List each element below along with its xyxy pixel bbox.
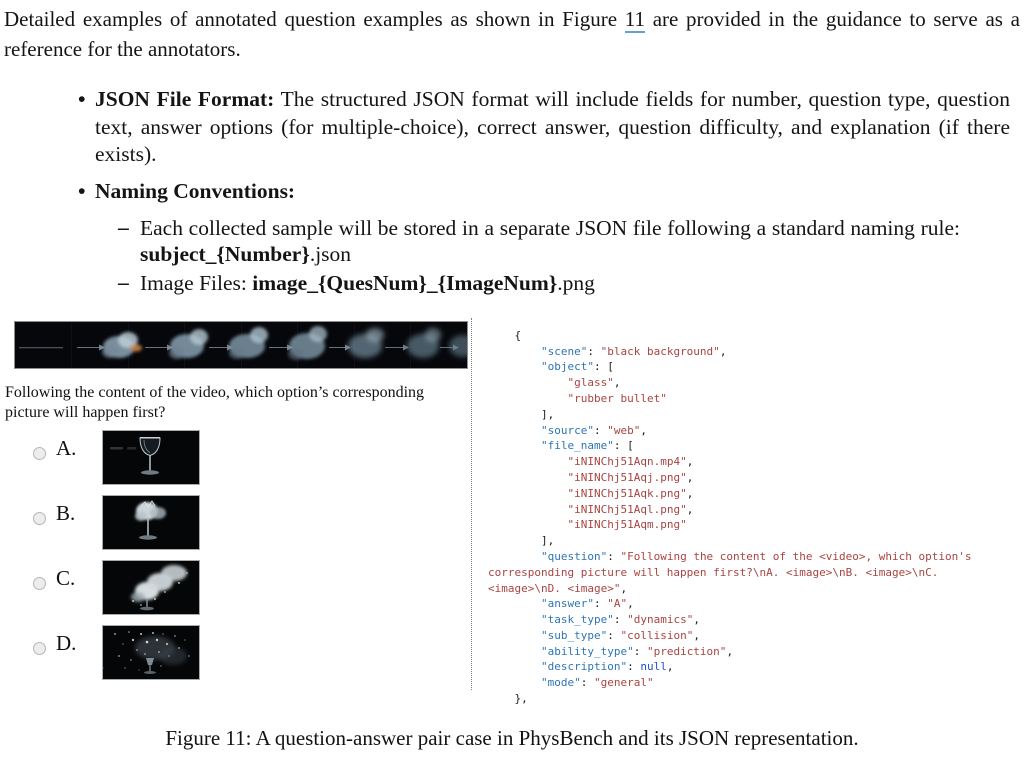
code-token: ,	[693, 628, 700, 642]
option-label-d: D.	[56, 630, 77, 655]
intro-paragraph	[4, 4, 1020, 64]
question-text: Following the content of the video, which option’s corresponding picture will happen first?	[5, 383, 425, 422]
code-token: "file_name"	[540, 439, 614, 453]
code-token: "ability_type"	[540, 644, 634, 658]
code-token: "sub_type"	[540, 628, 608, 642]
json-code-block	[488, 328, 1000, 707]
code-token	[488, 455, 567, 468]
code-token: :	[627, 660, 641, 674]
code-token: :	[593, 597, 608, 611]
code-token: "mode"	[540, 676, 581, 690]
code-token: ],	[488, 407, 555, 421]
code-token: "rubber bullet"	[567, 391, 667, 405]
option-a-image	[102, 430, 200, 485]
code-token: ,	[686, 455, 694, 469]
code-token: ,	[666, 660, 674, 674]
text-segment: Each collected sample will be stored in a separate JSON file following a standard naming rule:	[140, 216, 960, 241]
text-segment: subject_{Number}	[140, 242, 310, 267]
code-token	[488, 676, 541, 689]
figure-11-panel	[0, 320, 1024, 706]
dash-marker: –	[118, 215, 129, 240]
code-token: "black background"	[600, 344, 720, 358]
code-token	[488, 392, 567, 405]
code-token: ,	[726, 644, 734, 658]
code-token: "question"	[540, 549, 608, 563]
option-row-c	[0, 560, 240, 617]
code-token	[488, 613, 541, 626]
code-token	[488, 629, 541, 642]
bullet-text	[95, 87, 1010, 166]
option-row-a	[0, 430, 240, 487]
code-token	[488, 503, 567, 516]
option-label-c: C.	[56, 565, 76, 590]
code-token: "object"	[540, 360, 594, 374]
code-token	[488, 487, 567, 500]
code-token: "glass"	[567, 376, 614, 390]
code-token: "iNINChj51Aqm.png"	[567, 518, 687, 532]
radio-button-a[interactable]	[33, 447, 46, 460]
code-token: :	[607, 628, 621, 642]
code-token: :	[607, 549, 621, 563]
text-segment: Naming Conventions:	[95, 178, 296, 203]
code-token	[488, 660, 541, 673]
code-token: ,	[686, 470, 694, 484]
dash-marker: –	[118, 269, 129, 294]
code-token: "dynamics"	[627, 613, 694, 627]
intro-text-pre: Detailed examples of annotated question examples as shown in Figure	[4, 7, 625, 31]
code-token: ,	[686, 486, 694, 500]
sub-bullet-item-naming-rule	[118, 215, 960, 267]
code-token: "iNINChj51Aql.png"	[567, 502, 687, 516]
option-b-image	[102, 495, 200, 550]
code-token: "A"	[607, 597, 628, 611]
code-token: "web"	[607, 423, 641, 437]
code-token: ,	[627, 597, 634, 611]
intro-text-post: are provided in the guidance to serve as a reference for the annotators.	[4, 7, 1020, 62]
code-token: :	[633, 644, 647, 658]
code-token: :	[593, 423, 608, 437]
option-c-image	[102, 560, 200, 615]
code-token: ],	[488, 534, 555, 548]
code-token	[488, 424, 541, 437]
code-token	[488, 360, 541, 373]
code-token: "collision"	[620, 628, 694, 642]
code-token: "iNINChj51Aqj.png"	[567, 470, 687, 484]
code-token	[488, 518, 567, 531]
bullet-list	[0, 86, 1024, 296]
radio-button-c[interactable]	[33, 577, 46, 590]
code-token: "scene"	[540, 344, 588, 358]
sub-bullet-list	[0, 215, 1024, 296]
code-token: ,	[719, 344, 727, 358]
bullet-marker: •	[78, 87, 86, 112]
text-segment: JSON File Format:	[95, 87, 275, 112]
bullet-item-json-file-format	[78, 86, 1010, 169]
code-token: "Following the content of the <video>, which option's corresponding picture will happen first?\nA. <image>\nB. <image>\nC. <image>\nD. <image>"	[488, 549, 979, 595]
text-segment: The structured JSON format will include fields for number, question type, question text, answer options (for multiple-choice), correct answer, question difficulty, and explanation (if there exists).	[95, 87, 1010, 167]
code-token: "general"	[593, 676, 654, 690]
code-token: "iNINChj51Aqk.png"	[567, 486, 687, 500]
sub-bullet-text	[140, 271, 595, 295]
code-token: ,	[686, 502, 694, 516]
video-strip-image	[14, 321, 468, 369]
figure-11-link[interactable]: 11	[624, 7, 645, 31]
code-token: ,	[620, 581, 628, 595]
code-token: : [	[613, 439, 634, 453]
code-token: ,	[693, 613, 700, 627]
code-token	[488, 597, 541, 610]
radio-button-d[interactable]	[33, 642, 46, 655]
code-token: "task_type"	[540, 613, 614, 627]
text-segment: .png	[557, 270, 595, 295]
code-token	[488, 645, 541, 658]
code-token	[488, 439, 541, 452]
code-token: :	[580, 676, 594, 690]
text-segment: image_{QuesNum}_{ImageNum}	[252, 270, 558, 295]
bullet-marker: •	[78, 178, 86, 203]
code-token: "iNINChj51Aqn.mp4"	[567, 455, 687, 469]
code-token	[488, 550, 541, 563]
figure-caption: Figure 11: A question-answer pair case in PhysBench and its JSON representation.	[165, 725, 859, 750]
code-token: :	[587, 344, 601, 358]
code-token: {	[488, 328, 522, 342]
code-token: :	[613, 613, 628, 627]
option-row-b	[0, 495, 240, 552]
sub-bullet-text	[140, 216, 960, 266]
bullet-text	[95, 179, 295, 203]
code-token	[488, 376, 567, 389]
sub-bullet-item-image-files	[118, 269, 960, 296]
radio-button-b[interactable]	[33, 512, 46, 525]
code-token: "source"	[540, 423, 594, 437]
code-token: "prediction"	[646, 644, 727, 658]
bullet-item-naming-conventions	[78, 178, 1010, 206]
option-d-image	[102, 625, 200, 680]
code-token: "answer"	[540, 597, 594, 611]
text-segment: Image Files:	[140, 270, 253, 295]
vertical-dotted-divider	[471, 318, 472, 690]
text-segment: .json	[309, 242, 352, 267]
code-token: "description"	[540, 660, 628, 674]
option-label-b: B.	[56, 500, 76, 525]
code-token: null	[640, 660, 667, 674]
code-token: ,	[640, 423, 647, 437]
code-token	[488, 345, 541, 358]
code-token: : [	[593, 360, 614, 374]
code-token: },	[488, 692, 528, 706]
code-token	[488, 471, 567, 484]
video-strip-frames	[15, 322, 467, 368]
option-row-d	[0, 625, 240, 682]
option-label-a: A.	[56, 435, 77, 460]
code-token: ,	[613, 376, 621, 390]
